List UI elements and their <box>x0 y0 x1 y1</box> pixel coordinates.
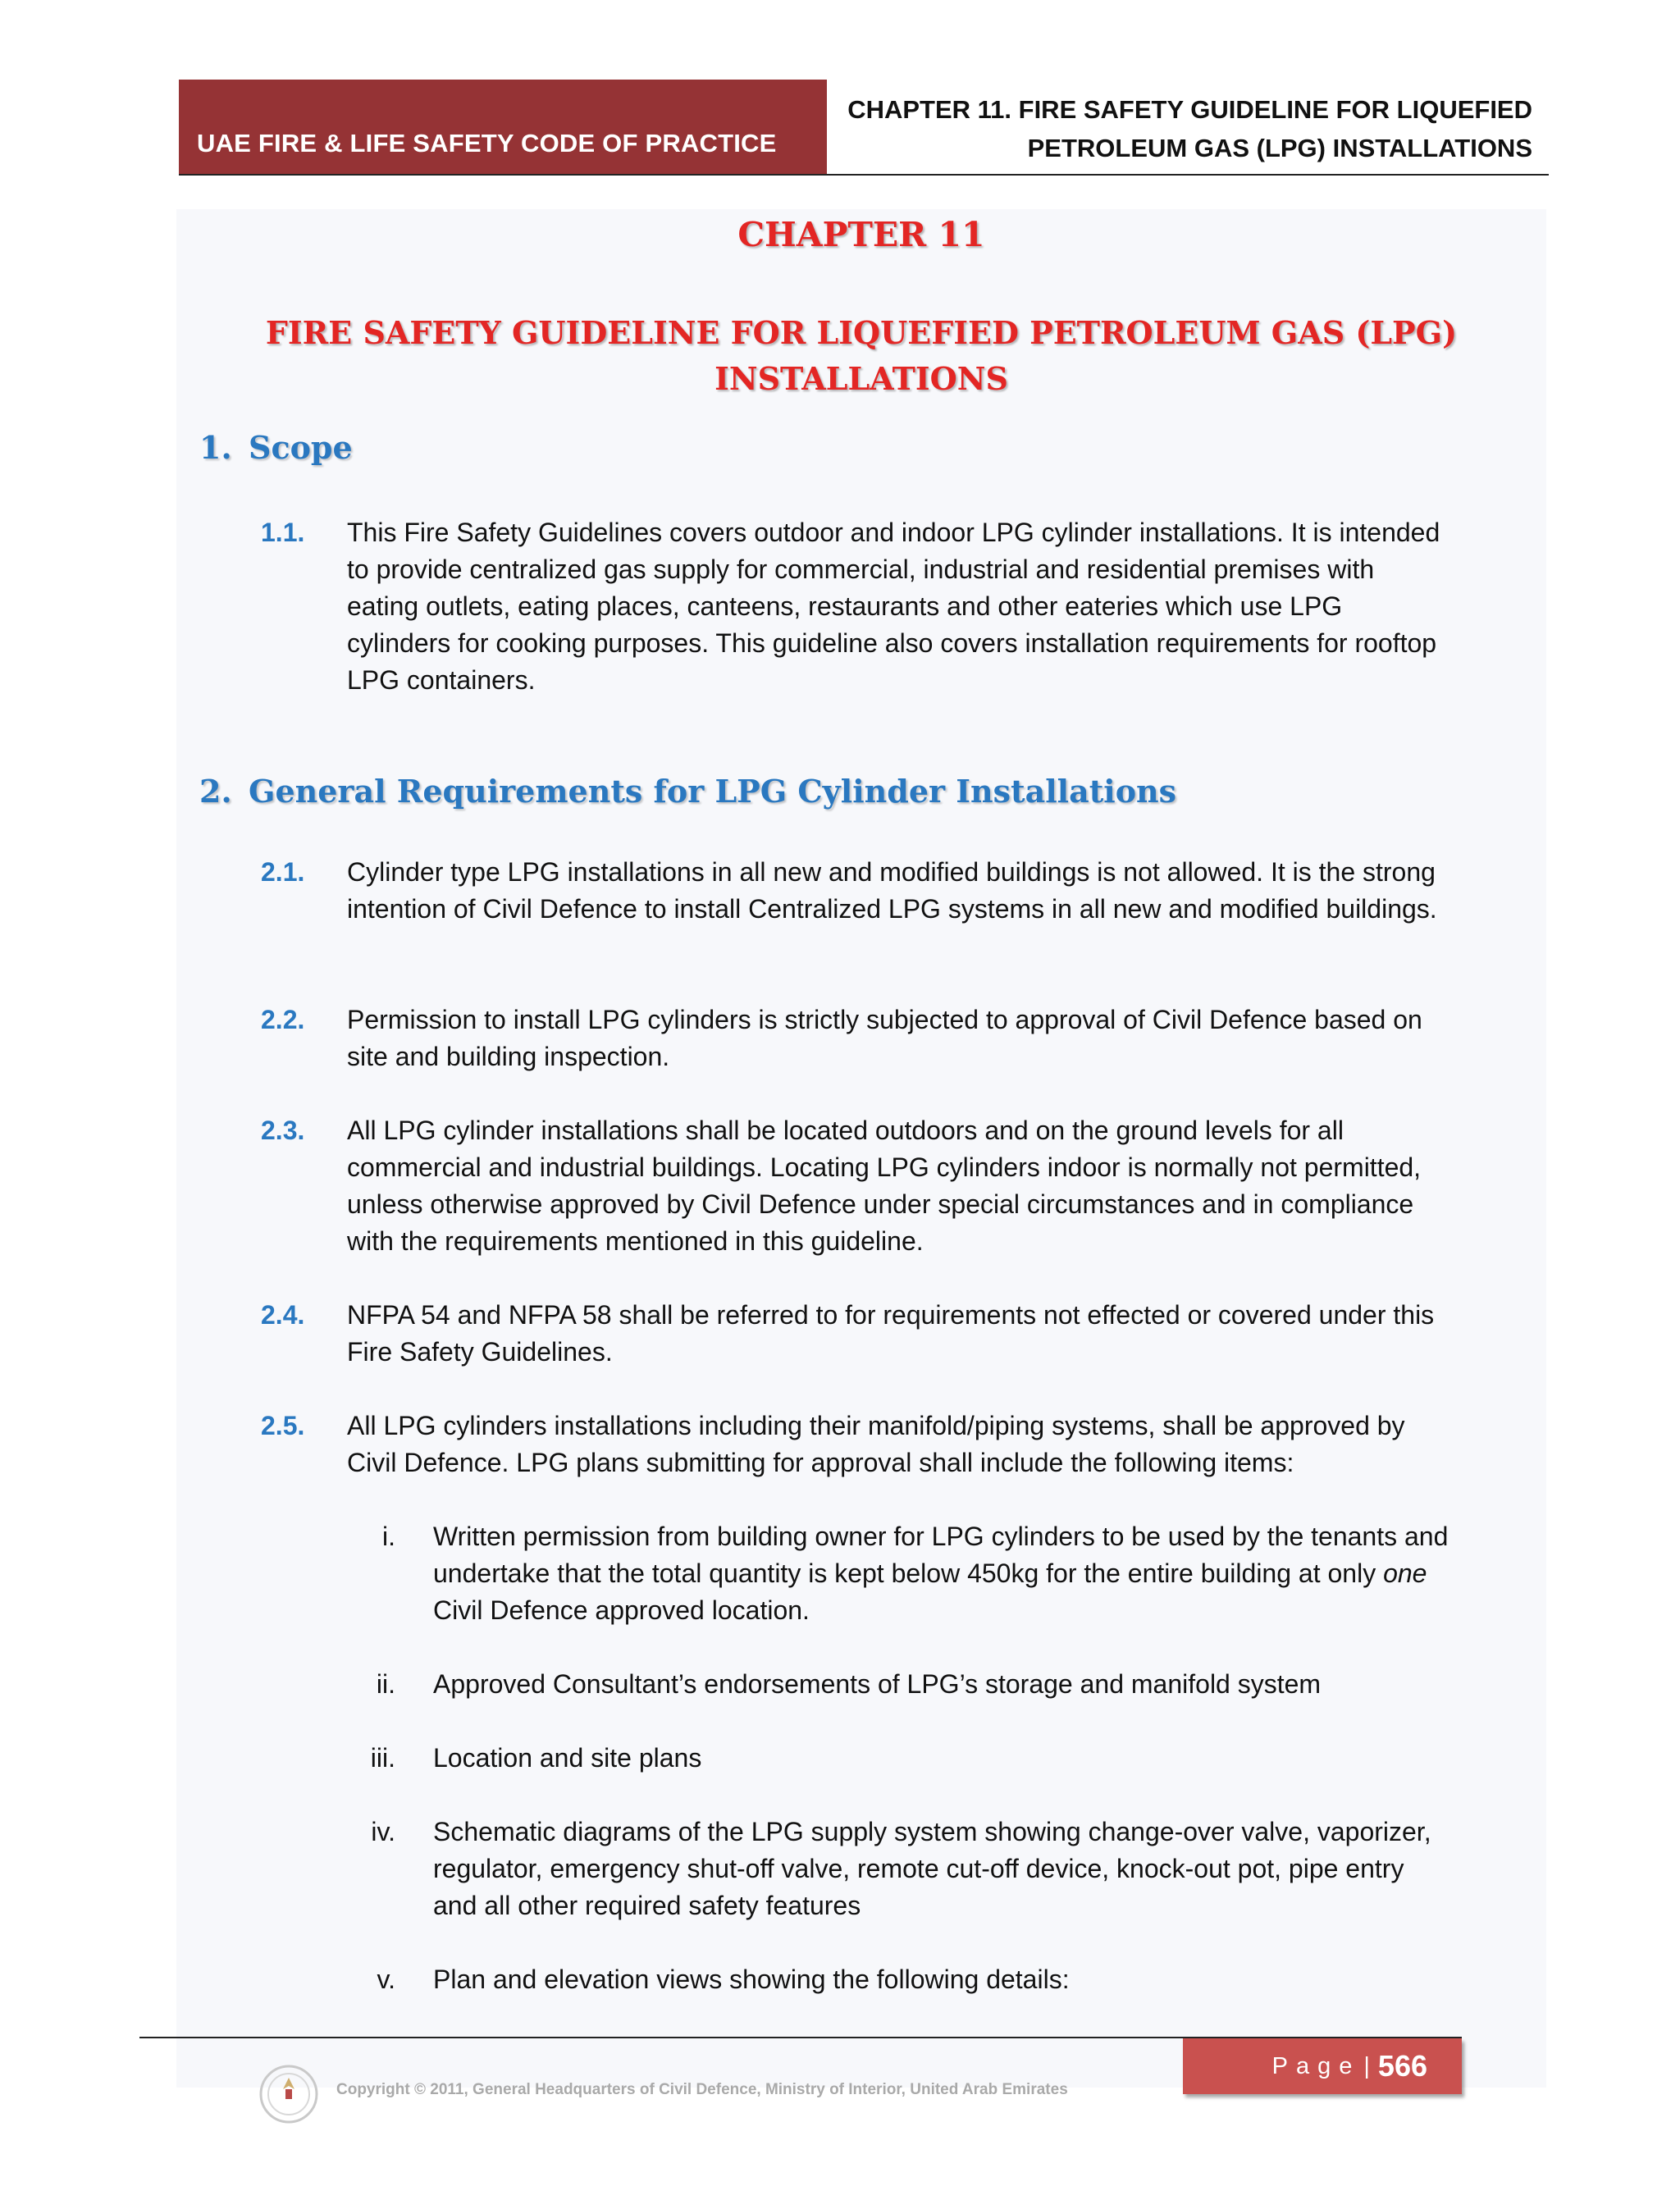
subitem-text <box>433 1518 1450 1629</box>
subitem-text-part1: Written permission from building owner for LPG cylinders to be used by the tenants and undertake that the total quantity is kept below 450kg for the entire building at only <box>433 1522 1449 1588</box>
header-divider <box>179 174 1549 176</box>
subitem-number: ii. <box>376 1669 395 1699</box>
clause-text: Permission to install LPG cylinders is strictly subjected to approval of Civil Defence based on site and building inspection. <box>347 1005 1422 1071</box>
section-heading-scope <box>199 429 353 466</box>
chapter-title-line1: FIRE SAFETY GUIDELINE FOR LIQUEFIED PETROLEUM GAS (LPG) <box>265 314 1458 351</box>
page-separator: | <box>1363 2052 1370 2079</box>
subitem-number: i. <box>382 1522 395 1551</box>
header-chapter-title <box>829 90 1532 167</box>
clause-number: 2.2. <box>261 1005 305 1034</box>
clause-text: NFPA 54 and NFPA 58 shall be referred to for requirements not effected or covered under this Fire Safety Guidelines. <box>347 1300 1435 1367</box>
subitem-text: Approved Consultant’s endorsements of LPG’s storage and manifold system <box>433 1669 1322 1699</box>
section-title: Scope <box>249 429 353 466</box>
clause-number: 2.1. <box>261 857 305 887</box>
section-heading-general-requirements <box>199 773 1176 810</box>
subitem-emphasis: one <box>1383 1558 1427 1588</box>
page-label: Page <box>1271 2052 1361 2079</box>
subitem-number: v. <box>377 1965 395 1994</box>
header-code-title <box>179 80 827 175</box>
clause-text: This Fire Safety Guidelines covers outdoor and indoor LPG cylinder installations. It is intended to provide centralized gas supply for commercial, industrial and residential premises with eating outlets, eating places, canteens, restaurants and other eateries which use LPG cylinders for cooking purposes. This guideline also covers installation requirements for rooftop LPG containers. <box>347 518 1440 695</box>
subitem-text: Plan and elevation views showing the following details: <box>433 1965 1070 1994</box>
clause-number: 2.3. <box>261 1116 305 1145</box>
subitem-number: iii. <box>370 1743 395 1773</box>
clause-number: 2.4. <box>261 1300 305 1330</box>
section-number: 1. <box>199 429 232 466</box>
clause-text: All LPG cylinder installations shall be located outdoors and on the ground levels for all commercial and industrial buildings. Locating LPG cylinders indoor is normally not permitted, unless otherwise approved by Civil Defence under special circumstances and in compliance with the requirements mentioned in this guideline. <box>347 1116 1422 1256</box>
civil-defence-emblem-icon <box>256 2061 322 2127</box>
header-right-line2: PETROLEUM GAS (LPG) INSTALLATIONS <box>1027 134 1532 162</box>
copyright-text: Copyright © 2011, General Headquarters of Civil Defence, Ministry of Interior, United Arab Emirates <box>336 2081 1068 2098</box>
clause-text: Cylinder type LPG installations in all new and modified buildings is not allowed. It is the strong intention of Civil Defence to install Centralized LPG systems in all new and modified buildings. <box>347 857 1437 924</box>
chapter-title-line2: INSTALLATIONS <box>714 360 1008 397</box>
page-number-box <box>1183 2038 1462 2094</box>
subitem-text: Schematic diagrams of the LPG supply system showing change-over valve, vaporizer, regulator, emergency shut-off valve, remote cut-off device, knock-out pot, pipe entry and all other required safety features <box>433 1817 1431 1920</box>
subitem-text-part2: Civil Defence approved location. <box>433 1595 810 1625</box>
header-left-text: UAE FIRE & LIFE SAFETY CODE OF PRACTICE <box>197 129 777 157</box>
subitem-number: iv. <box>371 1817 395 1846</box>
chapter-number-title: CHAPTER 11 <box>737 215 985 254</box>
clause-number: 1.1. <box>261 518 305 547</box>
clause-text: All LPG cylinders installations including their manifold/piping systems, shall be approved by Civil Defence. LPG plans submitting for approval shall include the following items: <box>347 1411 1405 1477</box>
section-number: 2. <box>199 773 232 810</box>
chapter-title <box>176 310 1546 402</box>
header-right-line1: CHAPTER 11. FIRE SAFETY GUIDELINE FOR LIQUEFIED <box>847 95 1532 124</box>
section-title: General Requirements for LPG Cylinder Installations <box>249 773 1177 810</box>
clause-number: 2.5. <box>261 1411 305 1440</box>
subitem-text: Location and site plans <box>433 1743 702 1773</box>
page-number: 566 <box>1377 2049 1427 2083</box>
